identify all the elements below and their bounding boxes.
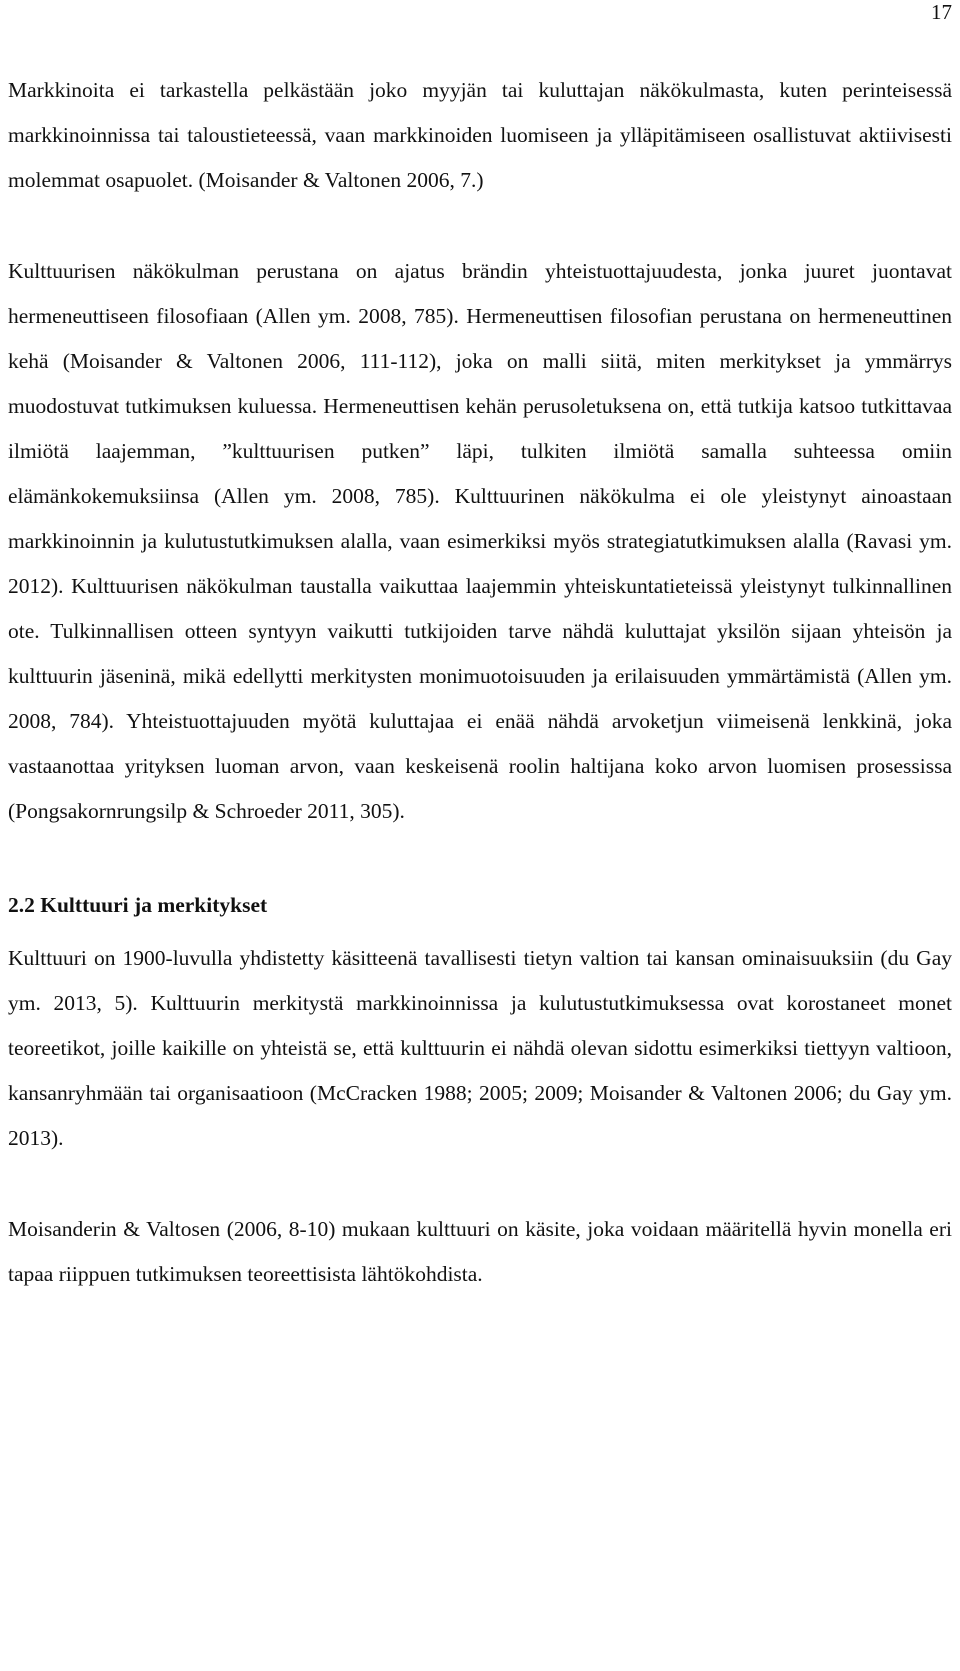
paragraph-culture-definition: Kulttuuri on 1900-luvulla yhdistetty käsitteenä tavallisesti tietyn valtion tai kansan ominaisuuksiin (du Gay ym. 2013, 5). Kulttuurin merkitystä markkinoinnissa ja kulutustutkimuksessa ovat korostaneet monet teoreetikot, joille kaikille on yhteistä se, että kulttuurin ei nähdä olevan sidottu esimerkiksi tiettyyn valtioon, kansanryhmään tai organisaatioon (McCracken 1988; 2005; 2009; Moisander & Valtonen 2006; du Gay ym. 2013).	[8, 946, 952, 1150]
paragraph-culture-concept: Moisanderin & Valtosen (2006, 8-10) mukaan kulttuuri on käsite, joka voidaan määritellä hyvin monella eri tapaa riippuen tutkimuksen teoreettisista lähtökohdista.	[8, 1217, 952, 1286]
paragraph-cultural-perspective: Kulttuurisen näkökulman perustana on ajatus brändin yhteistuottajuudesta, jonka juuret juontavat hermeneuttiseen filosofiaan (Allen ym. 2008, 785). Hermeneuttisen filosofian perustana on hermeneuttinen kehä (Moisander & Valtonen 2006, 111-112), joka on malli siitä, miten merkitykset ja ymmärrys muodostuvat tutkimuksen kuluessa. Hermeneuttisen kehän perusoletuksena on, että tutkija katsoo tutkittavaa ilmiötä laajemman, ”kulttuurisen putken” läpi, tulkiten ilmiötä samalla suhteessa omiin elämänkokemuksiinsa (Allen ym. 2008, 785). Kulttuurinen näkökulma ei ole yleistynyt ainoastaan markkinoinnin ja kulutustutkimuksen alalla, vaan esimerkiksi myös strategiatutkimuksen alalla (Ravasi ym. 2012). Kulttuurisen näkökulman taustalla vaikuttaa laajemmin yhteiskuntatieteissä yleistynyt tulkinnallinen ote. Tulkinnallisen otteen syntyyn vaikutti tutkijoiden tarve nähdä kuluttajat yksilön sijaan yhteisön ja kulttuurin jäseninä, mikä edellytti merkitysten monimuotoisuuden ja erilaisuuden ymmärtämistä (Allen ym. 2008, 784). Yhteistuottajuuden myötä kuluttajaa ei enää nähdä arvoketjun viimeisenä lenkkinä, joka vastaanottaa yrityksen luoman arvon, vaan keskeisenä roolin haltijana koko arvon luomisen prosessissa (Pongsakornrungsilp & Schroeder 2011, 305).	[8, 259, 952, 823]
section-heading: 2.2 Kulttuuri ja merkitykset	[8, 893, 268, 917]
document-body	[8, 68, 952, 1297]
page-number: 17	[931, 0, 952, 24]
paragraph-market-perspective: Markkinoita ei tarkastella pelkästään joko myyjän tai kuluttajan näkökulmasta, kuten perinteisessä markkinoinnissa tai taloustieteessä, vaan markkinoiden luomiseen ja ylläpitämiseen osallistuvat aktiivisesti molemmat osapuolet. (Moisander & Valtonen 2006, 7.)	[8, 78, 952, 192]
